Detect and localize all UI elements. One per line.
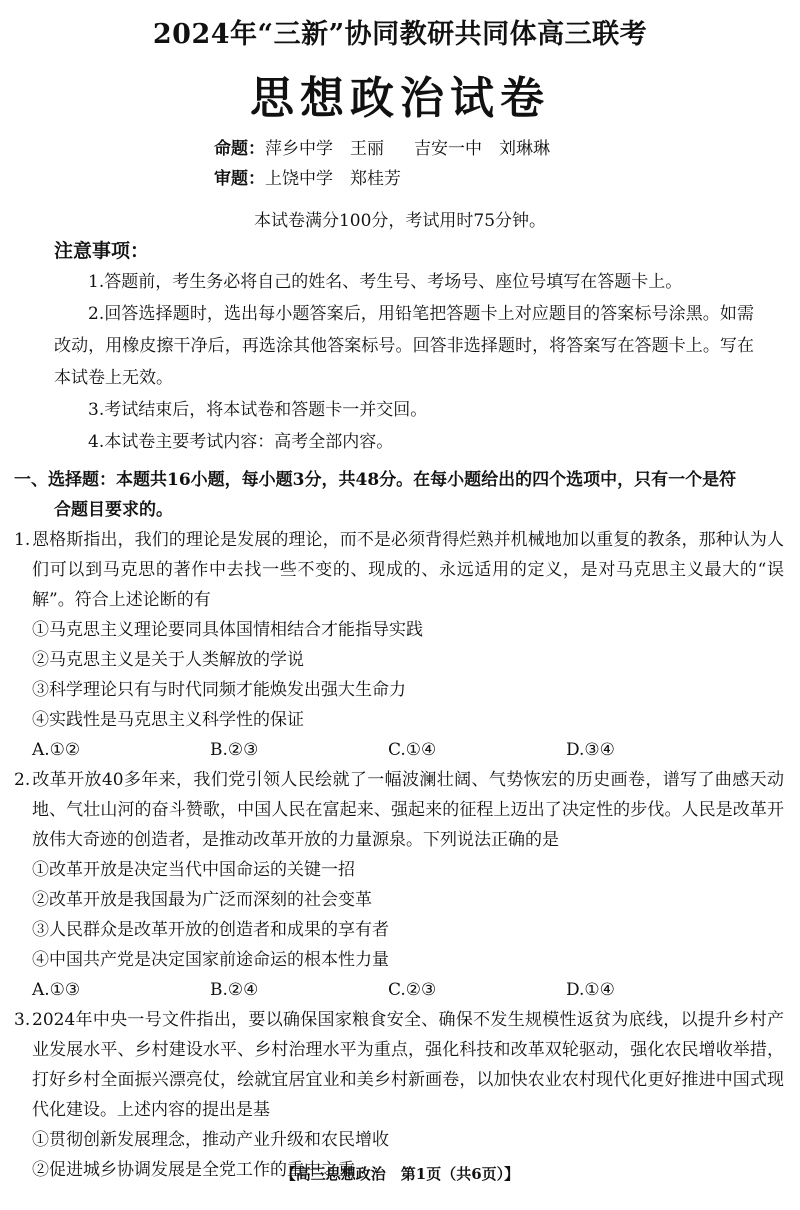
choice-a: A.①② xyxy=(32,740,81,760)
statement-option: ③科学理论只有与时代同频才能焕发出强大生命力 xyxy=(32,680,406,700)
notice-item: 4.本试卷主要考试内容：高考全部内容。 xyxy=(88,432,394,452)
notice-item: 3.考试结束后，将本试卷和答题卡一并交回。 xyxy=(88,400,428,420)
statement-option: ②改革开放是我国最为广泛而深刻的社会变革 xyxy=(32,890,372,910)
notice-item: 2.回答选择题时，选出每小题答案后，用铅笔把答题卡上对应题目的答案标号涂黑。如需改动，用橡皮擦干净后，再选涂其他答案标号。回答非选择题时，将答案写在答题卡上。写在本试卷上无效。 xyxy=(54,304,754,388)
statement-option: ②马克思主义是关于人类解放的学说 xyxy=(32,650,304,670)
statement-option: ④实践性是马克思主义科学性的保证 xyxy=(32,710,304,730)
statement-option: ②促进城乡协调发展是全党工作的重中之重 xyxy=(32,1160,355,1180)
answer-choices xyxy=(14,975,784,1005)
statement-option: ①马克思主义理论要同具体国情相结合才能指导实践 xyxy=(32,620,423,640)
setter-row xyxy=(214,134,550,164)
notice-item: 1.答题前，考生务必将自己的姓名、考生号、考场号、座位号填写在答题卡上。 xyxy=(88,272,683,292)
choice-b: B.②③ xyxy=(210,740,259,760)
choice-b: B.②④ xyxy=(210,980,259,1000)
notice-block xyxy=(54,236,754,458)
statement-option: ④中国共产党是决定国家前途命运的根本性力量 xyxy=(32,950,389,970)
reviewer-row xyxy=(214,164,550,194)
section-heading-line2: 合题目要求的。 xyxy=(54,500,173,520)
reviewer-label: 审题： xyxy=(214,169,265,189)
question-3 xyxy=(14,1005,784,1185)
question-stem: 恩格斯指出，我们的理论是发展的理论，而不是必须背得烂熟并机械地加以重复的教条，那种认为人们可以到马克思的著作中去找一些不变的、现成的、永远适用的定义，是对马克思主义最大的“误解”。符合上述论断的有 xyxy=(32,530,784,610)
answer-choices xyxy=(14,735,784,765)
question-2 xyxy=(14,765,784,1005)
exam-subject-title: 思想政治试卷 xyxy=(250,73,550,124)
question-list xyxy=(14,525,784,1185)
choice-a: A.①③ xyxy=(32,980,81,1000)
statement-option: ①贯彻创新发展理念，推动产业升级和农民增收 xyxy=(32,1130,389,1150)
question-1 xyxy=(14,525,784,765)
section-heading xyxy=(14,465,784,525)
question-number: 3. xyxy=(14,1010,31,1030)
statement-option: ③人民群众是改革开放的创造者和成果的享有者 xyxy=(32,920,389,940)
question-number: 2. xyxy=(14,770,31,790)
choice-c: C.①④ xyxy=(388,740,437,760)
question-stem: 改革开放40多年来，我们党引领人民绘就了一幅波澜壮阔、气势恢宏的历史画卷，谱写了曲感天动地、气壮山河的奋斗赞歌，中国人民在富起来、强起来的征程上迈出了决定性的步伐。人民是改革开放伟大奇迹的创造者，是推动改革开放的力量源泉。下列说法正确的是 xyxy=(32,770,784,850)
credits-block xyxy=(214,134,550,194)
question-number: 1. xyxy=(14,530,31,550)
reviewer: 上饶中学 郑桂芳 xyxy=(265,169,401,189)
question-stem: 2024年中央一号文件指出，要以确保国家粮食安全、确保不发生规模性返贫为底线，以提升乡村产业发展水平、乡村建设水平、乡村治理水平为重点，强化科技和改革双轮驱动，强化农民增收举措，打好乡村全面振兴漂亮仗，绘就宜居宜业和美乡村新画卷，以加快农业农村现代化更好推进中国式现代化建设。上述内容的提出是基 xyxy=(32,1010,784,1120)
section-heading-line1: 一、选择题：本题共16小题，每小题3分，共48分。在每小题给出的四个选项中，只有一个是符 xyxy=(14,470,737,490)
setter-1: 萍乡中学 王丽 xyxy=(265,139,384,159)
exam-title: 2024年“三新”协同教研共同体高三联考 xyxy=(152,19,648,50)
choice-d: D.③④ xyxy=(566,740,615,760)
score-note: 本试卷满分100分，考试用时75分钟。 xyxy=(253,211,547,231)
setter-label: 命题： xyxy=(214,139,265,159)
notice-heading: 注意事项： xyxy=(54,240,150,262)
page-footer: 【高三思想政治 第1页（共6页）】 xyxy=(280,1165,520,1183)
setter-2: 吉安一中 刘琳琳 xyxy=(414,139,550,159)
choice-c: C.②③ xyxy=(388,980,437,1000)
statement-option: ①改革开放是决定当代中国命运的关键一招 xyxy=(32,860,355,880)
choice-d: D.①④ xyxy=(566,980,615,1000)
